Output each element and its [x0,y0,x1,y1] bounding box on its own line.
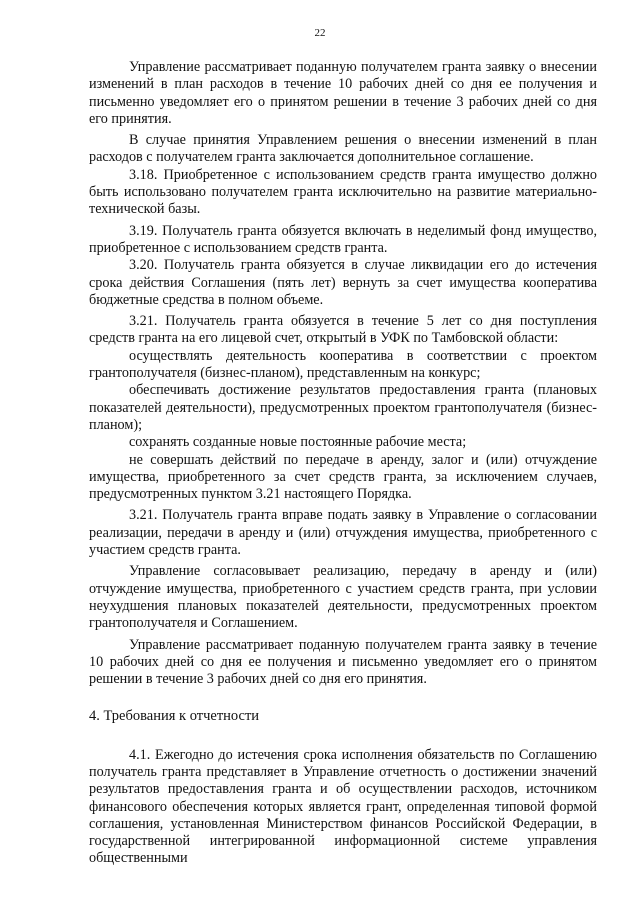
page-number: 22 [314,27,326,39]
paragraph: Управление рассматривает поданную получателем гранта заявку о внесении изменений в план расходов в течение 10 рабочих дней со дня ее получения и письменно уведомляет его о принятом решении в течение 3 рабочих дней со дня его принятия. [89,59,597,127]
paragraph: 4.1. Ежегодно до истечения срока исполнения обязательств по Соглашению получатель гранта представляет в Управление отчетность о достижении значений результатов предоставления гранта и об осуществлении расходов, источником финансового обеспечения которых является грант, определенная типовой формой соглашения, установленная Министерством финансов Российской Федерации, в государственной интегрированной информационной системе управления общественными [89,746,597,867]
list-item: осуществлять деятельность кооператива в соответствии с проектом грантополучателя (бизнес-планом), представленным на конкурс; [89,347,597,382]
paragraph: 3.19. Получатель гранта обязуется включать в неделимый фонд имущество, приобретенное с использованием средств гранта. [89,222,597,256]
list-item: сохранять созданные новые постоянные рабочие места; [129,434,467,451]
paragraph: 3.21. Получатель гранта вправе подать заявку в Управление о согласовании реализации, передачи в аренду и (или) отчуждения имущества, приобретенного с участием средств гранта. [89,507,597,559]
paragraph: В случае принятия Управлением решения о внесении изменений в план расходов с получателем гранта заключается дополнительное соглашение. [89,132,597,166]
paragraph: 3.18. Приобретенное с использованием средств гранта имущество должно быть использовано получателем гранта исключительно на развитие материально-технической базы. [89,166,597,218]
paragraph: Управление рассматривает поданную получателем гранта заявку в течение 10 рабочих дней со дня ее получения и письменно уведомляет его о принятом решении в течение 3 рабочих дней со дня его принятия. [89,636,597,688]
list-item: обеспечивать достижение результатов предоставления гранта (плановых показателей деятельности), предусмотренных проектом грантополучателя (бизнес-планом); [89,382,597,433]
paragraph: 3.21. Получатель гранта обязуется в течение 5 лет со дня поступления средств гранта на его лицевой счет, открытый в УФК по Тамбовской области: [89,313,597,347]
section-title: 4. Требования к отчетности [89,708,260,725]
list-item: не совершать действий по передаче в аренду, залог и (или) отчуждение имущества, приобретенного за счет средств гранта, за исключением случаев, предусмотренных пунктом 3.21 настоящего Порядка. [89,451,597,503]
paragraph: Управление согласовывает реализацию, передачу в аренду и (или) отчуждение имущества, приобретенного с участием средств гранта, при условии неухудшения плановых показателей деятельности, предусмотренных проектом грантополучателя и Соглашением. [89,563,597,632]
paragraph: 3.20. Получатель гранта обязуется в случае ликвидации его до истечения срока действия Соглашения (пять лет) вернуть за счет имущества кооператива бюджетные средства в полном объеме. [89,257,597,308]
document-body [89,59,597,868]
